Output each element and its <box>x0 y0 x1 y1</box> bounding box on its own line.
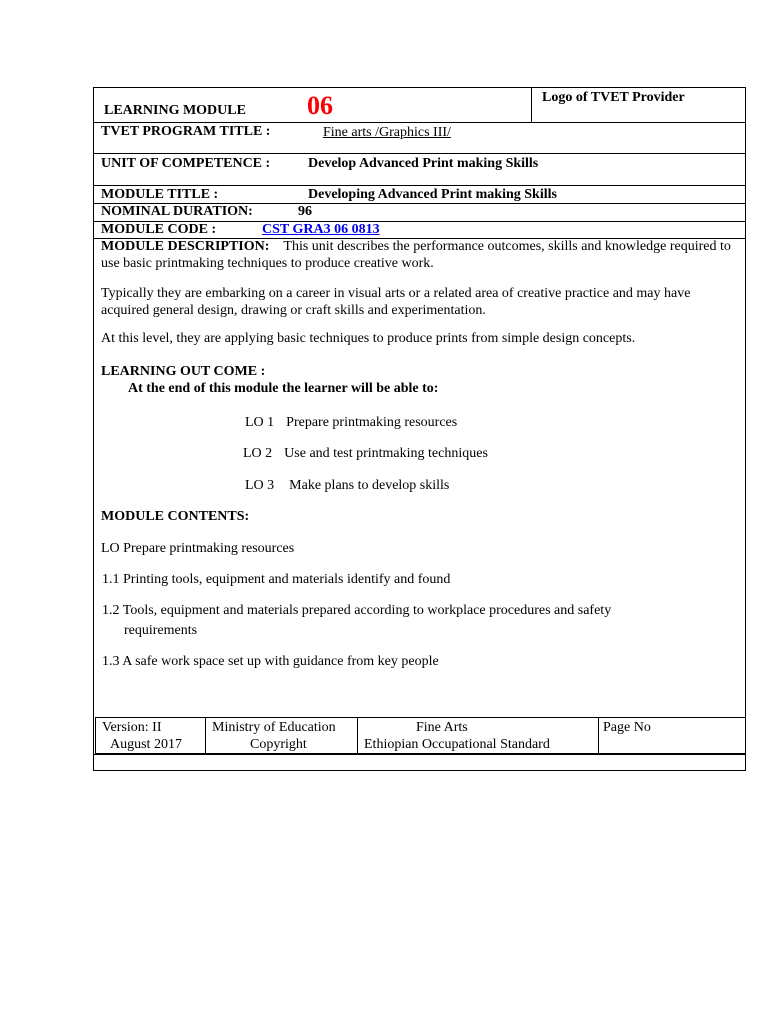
footer-divider <box>598 718 599 753</box>
lo-code: LO 2 <box>243 446 273 461</box>
lo-text: Make plans to develop skills <box>289 478 450 493</box>
module-contents-heading: MODULE CONTENTS: <box>101 509 250 524</box>
module-code-label: MODULE CODE : <box>101 222 217 237</box>
logo-cell-divider <box>531 88 532 123</box>
learning-outcome-item <box>245 477 449 494</box>
lo-code: LO 3 <box>245 478 275 493</box>
lo-text: Prepare printmaking resources <box>286 415 458 430</box>
learning-module-label: LEARNING MODULE <box>104 103 246 118</box>
learning-outcome-item <box>245 414 457 431</box>
footer-field: Fine Arts <box>416 720 468 735</box>
footer-version: Version: II <box>102 720 162 735</box>
module-description-label: MODULE DESCRIPTION: <box>101 239 270 254</box>
module-title-label: MODULE TITLE : <box>101 187 219 202</box>
module-code-link[interactable]: CST GRA3 06 0813 <box>262 222 380 237</box>
nominal-duration-label: NOMINAL DURATION: <box>101 204 253 219</box>
unit-of-competence-label: UNIT OF COMPETENCE : <box>101 156 271 171</box>
lo-code: LO 1 <box>245 415 275 430</box>
module-title-value: Developing Advanced Print making Skills <box>308 187 557 202</box>
program-title-label: TVET PROGRAM TITLE : <box>101 124 271 139</box>
footer-date: August 2017 <box>110 737 182 752</box>
bottom-row-divider <box>94 754 745 755</box>
module-cover-table <box>93 87 746 771</box>
footer-page-number: Page No <box>603 720 651 735</box>
footer-divider <box>205 718 206 753</box>
footer-table <box>95 717 746 754</box>
footer-divider <box>357 718 358 753</box>
contents-item: 1.1 Printing tools, equipment and materials identify and found <box>102 572 451 587</box>
module-description-text: This unit describes the performance outcomes, skills and knowledge required to use basic printmaking techniques to produce creative work. <box>101 239 731 271</box>
learning-outcome-intro: At the end of this module the learner will be able to: <box>128 381 439 396</box>
program-title-value: Fine arts /Graphics III/ <box>323 125 451 140</box>
nominal-duration-value: 96 <box>298 204 312 219</box>
contents-lo-line: LO Prepare printmaking resources <box>101 541 295 556</box>
footer-copyright: Copyright <box>250 737 307 752</box>
learning-outcome-item <box>243 445 488 462</box>
description-paragraph: Typically they are embarking on a career in visual arts or a related area of creative practice and may have acquired general design, drawing or craft skills and experimentation. <box>101 286 691 318</box>
unit-of-competence-value: Develop Advanced Print making Skills <box>308 156 539 171</box>
contents-item: 1.3 A safe work space set up with guidance from key people <box>102 654 439 669</box>
footer-standard: Ethiopian Occupational Standard <box>364 737 550 752</box>
contents-item-continuation: requirements <box>124 623 198 638</box>
lo-text: Use and test printmaking techniques <box>284 446 488 461</box>
footer-ministry: Ministry of Education <box>212 720 336 735</box>
contents-item: 1.2 Tools, equipment and materials prepared according to workplace procedures and safety <box>102 603 612 618</box>
module-number: 06 <box>307 91 333 120</box>
logo-placeholder: Logo of TVET Provider <box>542 90 685 105</box>
learning-outcome-heading: LEARNING OUT COME : <box>101 364 266 379</box>
description-paragraph: At this level, they are applying basic techniques to produce prints from simple design concepts. <box>101 331 636 346</box>
module-description <box>101 238 737 272</box>
row-divider <box>94 153 745 154</box>
